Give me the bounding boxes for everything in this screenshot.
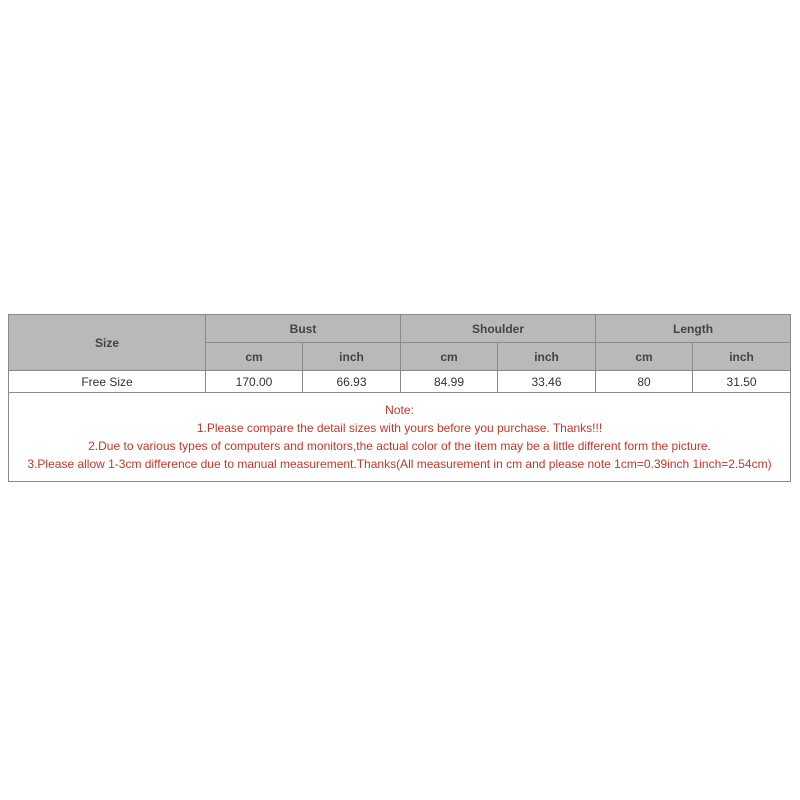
length-header: Length [596,315,791,343]
size-cell: Free Size [9,371,206,393]
notes-row [9,393,791,482]
unit-header: cm [596,343,693,371]
notes-block [9,393,791,482]
value-cell: 31.50 [693,371,791,393]
value-cell: 33.46 [498,371,596,393]
note-title: Note: [385,403,414,417]
unit-header: inch [693,343,791,371]
note-line: 1.Please compare the detail sizes with yours before you purchase. Thanks!!! [196,421,603,435]
unit-header: inch [303,343,401,371]
table-row [9,371,791,393]
note-line: 2.Due to various types of computers and monitors,the actual color of the item may be a little different form the picture. [88,439,711,453]
value-cell: 80 [596,371,693,393]
size-header: Size [9,315,206,371]
shoulder-header: Shoulder [401,315,596,343]
value-cell: 84.99 [401,371,498,393]
bust-header: Bust [206,315,401,343]
size-chart-table [8,314,791,482]
note-line: 3.Please allow 1-3cm difference due to manual measurement.Thanks(All measurement in cm and please note 1cm=0.39inch 1inch=2.54cm) [27,457,772,471]
value-cell: 170.00 [206,371,303,393]
value-cell: 66.93 [303,371,401,393]
unit-header: inch [498,343,596,371]
unit-header: cm [401,343,498,371]
unit-header: cm [206,343,303,371]
header-row-groups [9,315,791,343]
